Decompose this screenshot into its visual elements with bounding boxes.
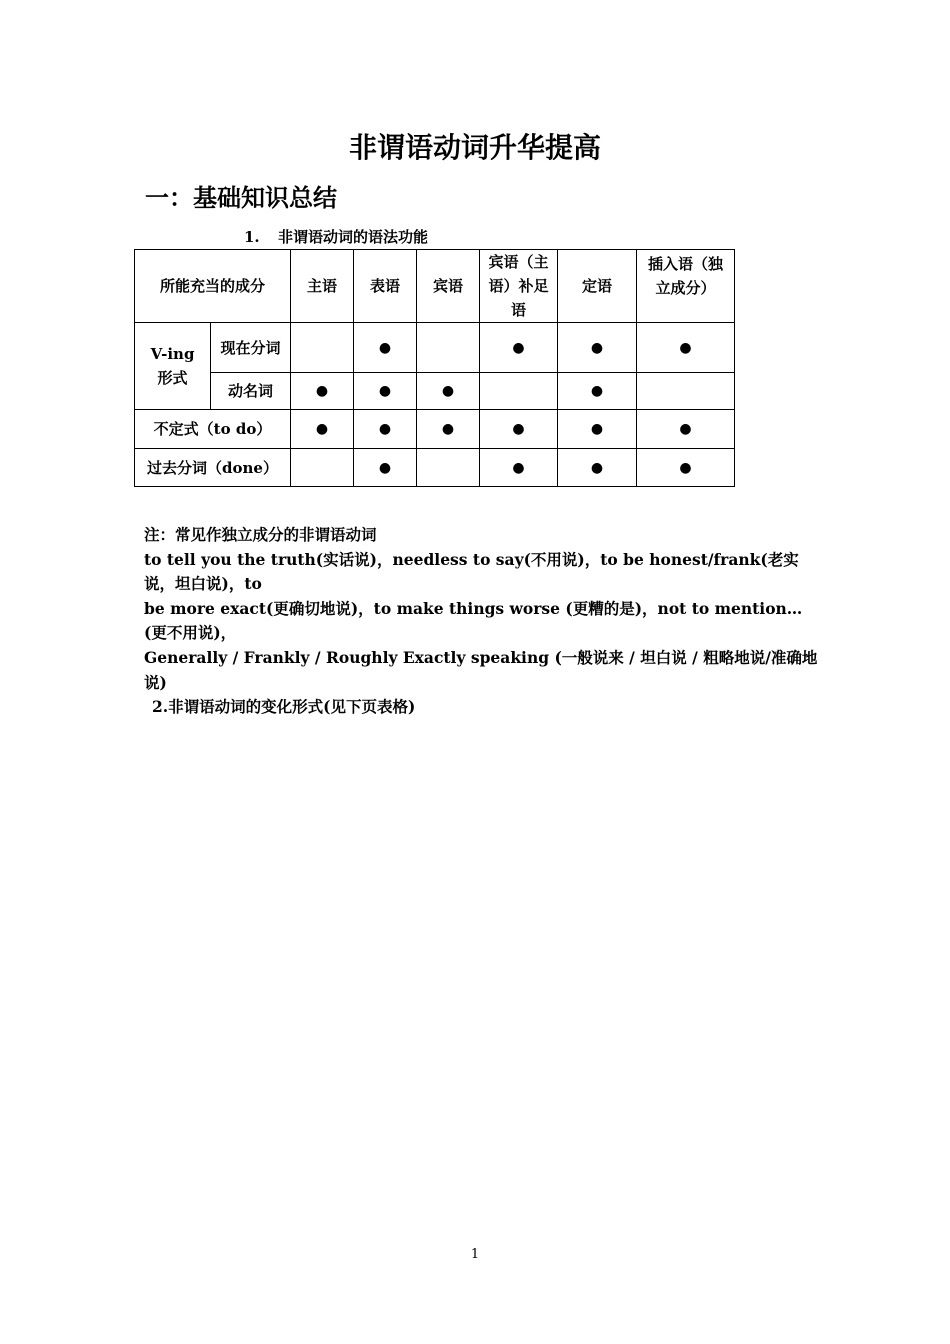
table-cell: ● bbox=[558, 449, 637, 487]
table-cell: ● bbox=[558, 373, 637, 410]
row-label: 过去分词（done） bbox=[135, 449, 291, 487]
next-item-heading: 2.非谓语动词的变化形式(见下页表格) bbox=[152, 697, 416, 717]
table-header-row bbox=[135, 250, 735, 323]
table-cell: ● bbox=[558, 323, 637, 373]
subheading-number: 1. bbox=[244, 228, 260, 246]
table-cell: ● bbox=[417, 373, 480, 410]
table-cell: ● bbox=[480, 449, 558, 487]
row-label: 现在分词 bbox=[211, 323, 291, 373]
notes-line: Generally / Frankly / Roughly Exactly speaking (一般说来 / 坦白说 / 粗略地说/准确地说) bbox=[144, 647, 818, 692]
row-label: 动名词 bbox=[211, 373, 291, 410]
table-cell bbox=[637, 373, 735, 410]
subheading bbox=[244, 226, 428, 248]
table-cell bbox=[480, 373, 558, 410]
header-cell: 所能充当的成分 bbox=[135, 250, 291, 323]
grammar-function-table bbox=[134, 249, 735, 487]
table-cell: ● bbox=[354, 410, 417, 449]
table-cell: ● bbox=[291, 373, 354, 410]
row-label: 不定式（to do） bbox=[135, 410, 291, 449]
header-cell: 表语 bbox=[354, 250, 417, 323]
row-group-label: V-ing 形式 bbox=[135, 323, 211, 410]
table-cell: ● bbox=[354, 449, 417, 487]
table-row bbox=[135, 373, 735, 410]
table-cell: ● bbox=[480, 323, 558, 373]
notes-section bbox=[144, 523, 824, 720]
notes-line: to tell you the truth(实话说)，needless to say(不用说)，to be honest/frank(老实说，坦白说)，to bbox=[144, 549, 799, 594]
table-row bbox=[135, 410, 735, 449]
section-heading: 一：基础知识总结 bbox=[145, 183, 337, 212]
subheading-text: 非谓语动词的语法功能 bbox=[278, 228, 429, 246]
header-cell: 宾语 bbox=[417, 250, 480, 323]
table-cell: ● bbox=[354, 323, 417, 373]
table-cell bbox=[417, 323, 480, 373]
table-cell: ● bbox=[480, 410, 558, 449]
table-cell: ● bbox=[417, 410, 480, 449]
table-cell: ● bbox=[637, 323, 735, 373]
page-number: 1 bbox=[470, 1247, 480, 1262]
table-cell: ● bbox=[558, 410, 637, 449]
table-cell: ● bbox=[637, 449, 735, 487]
table-cell bbox=[417, 449, 480, 487]
notes-line: be more exact(更确切地说)，to make things worse (更糟的是)，not to mention…(更不用说)， bbox=[144, 598, 803, 643]
table-cell bbox=[291, 449, 354, 487]
table-row bbox=[135, 323, 735, 373]
table-cell: ● bbox=[291, 410, 354, 449]
header-cell: 宾语（主语）补足语 bbox=[480, 250, 558, 323]
table-cell: ● bbox=[354, 373, 417, 410]
table-cell: ● bbox=[637, 410, 735, 449]
table-row bbox=[135, 449, 735, 487]
header-cell: 插入语（独立成分） bbox=[637, 250, 735, 323]
header-cell: 定语 bbox=[558, 250, 637, 323]
header-cell: 主语 bbox=[291, 250, 354, 323]
page-title: 非谓语动词升华提高 bbox=[348, 131, 601, 164]
table-cell bbox=[291, 323, 354, 373]
notes-label: 注：常见作独立成分的非谓语动词 bbox=[144, 525, 377, 544]
